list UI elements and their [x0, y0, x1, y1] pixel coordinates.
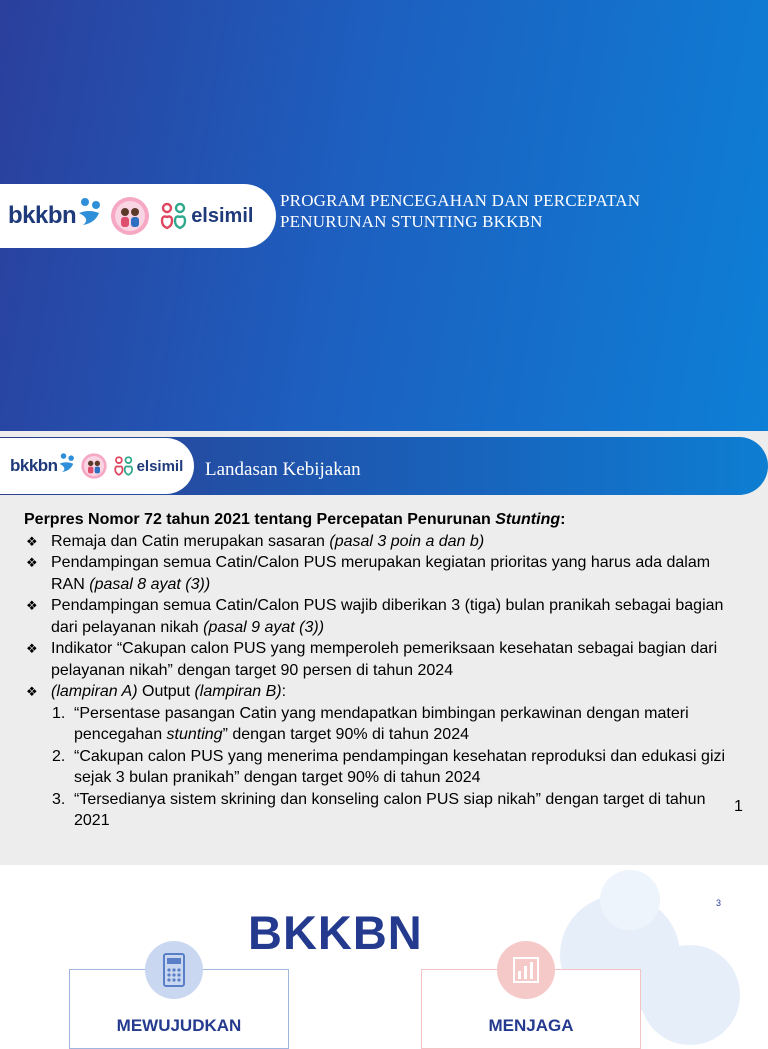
slide-header-band	[0, 437, 768, 495]
elsimil-wordmark: elsimil	[191, 204, 254, 227]
elsimil-wordmark: elsimil	[136, 457, 184, 475]
bkkbn-wordmark: bkkbn	[8, 202, 77, 229]
diamond-bullet-icon: ❖	[26, 533, 38, 549]
bullet-text: Indikator “Cakupan calon PUS yang memperoleh pemeriksaan kesehatan sebagai bagian dari pelayanan nikah” dengan target 90 persen di tahun 2024	[51, 640, 718, 679]
list-item	[24, 638, 744, 681]
item-number: 2.	[52, 747, 66, 765]
logo-pill	[0, 184, 276, 248]
lead-italic: Stunting	[495, 511, 561, 528]
page-number: 1	[734, 798, 743, 815]
item-text: “Persentase pasangan Catin yang mendapatkan bimbingan perkawinan dengan materi pencegahan	[74, 704, 689, 743]
bkkbn-logo-icon	[58, 452, 76, 474]
family-badge-icon	[80, 452, 108, 480]
policy-content	[24, 509, 744, 832]
logo-pill	[0, 438, 194, 494]
bkkbn-wordmark: bkkbn	[10, 456, 58, 475]
list-item	[52, 746, 744, 789]
bullet-text: Remaja dan Catin merupakan sasaran	[51, 532, 330, 550]
lead-paragraph	[24, 509, 744, 531]
list-item	[52, 703, 744, 746]
lampiran-a: (lampiran A)	[51, 683, 138, 700]
slide-title-line-2: PENURUNAN STUNTING BKKBN	[280, 212, 543, 231]
elsimil-logo-icon	[113, 455, 135, 477]
page-number: 3	[716, 898, 722, 908]
diamond-bullet-icon: ❖	[26, 555, 38, 570]
family-badge-icon	[109, 195, 151, 237]
card-label: MEWUJUDKAN	[116, 1016, 242, 1035]
item-text-end: ” dengan target 90% di tahun 2024	[222, 726, 469, 743]
output-numbered-list	[52, 703, 744, 832]
decorative-bubble	[600, 870, 660, 930]
bullet-citation: (pasal 9 ayat (3))	[203, 618, 325, 636]
slide-title: BKKBN	[248, 906, 423, 959]
elsimil-logo-icon	[159, 201, 189, 231]
output-text: Output	[137, 683, 195, 700]
diamond-bullet-icon: ❖	[26, 641, 38, 656]
list-item	[24, 595, 744, 638]
item-number: 1.	[52, 704, 66, 722]
item-italic: stunting	[166, 726, 223, 743]
bullet-citation: (pasal 3 poin a dan b)	[329, 532, 485, 550]
card-label: MENJAGA	[488, 1016, 574, 1035]
list-item	[24, 681, 744, 703]
diamond-bullet-icon: ❖	[26, 684, 38, 699]
policy-slide	[0, 431, 768, 865]
lead-text: Perpres Nomor 72 tahun 2021 tentang Percepatan Penurunan	[24, 511, 496, 528]
list-item	[52, 789, 744, 832]
title-slide	[0, 0, 768, 431]
chart-icon	[497, 941, 555, 999]
bullet-end: :	[281, 683, 287, 700]
section-heading: Landasan Kebijakan	[205, 459, 361, 480]
item-text: “Tersedianya sistem skrining dan konseling calon PUS siap nikah” dengan target di tahun 2021	[74, 790, 706, 829]
list-item	[24, 531, 744, 553]
policy-bullet-list	[24, 531, 744, 703]
slide-title-line-1: PROGRAM PENCEGAHAN DAN PERCEPATAN	[280, 191, 641, 210]
bkkbn-slide	[0, 865, 768, 1035]
bkkbn-logo-icon	[77, 197, 103, 227]
diamond-bullet-icon: ❖	[26, 598, 38, 613]
bullet-text: Pendampingan semua Catin/Calon PUS wajib diberikan 3 (tiga) bulan pranikah sebagai bagian dari pelayanan nikah	[51, 597, 724, 636]
lampiran-b: (lampiran B)	[194, 683, 282, 700]
calculator-icon	[145, 941, 203, 999]
decorative-bubble	[640, 945, 740, 1045]
list-item	[24, 552, 744, 595]
bullet-text: Pendampingan semua Catin/Calon PUS merupakan kegiatan prioritas yang harus ada dalam RAN	[51, 554, 711, 593]
lead-end: :	[560, 511, 566, 528]
slide-title	[280, 190, 750, 232]
item-number: 3.	[52, 790, 66, 808]
bullet-citation: (pasal 8 ayat (3))	[89, 575, 211, 593]
item-text: “Cakupan calon PUS yang menerima pendampingan kesehatan reproduksi dan edukasi gizi sejak 3 bulan pranikah” dengan target 90% di tahun 2024	[74, 747, 726, 786]
